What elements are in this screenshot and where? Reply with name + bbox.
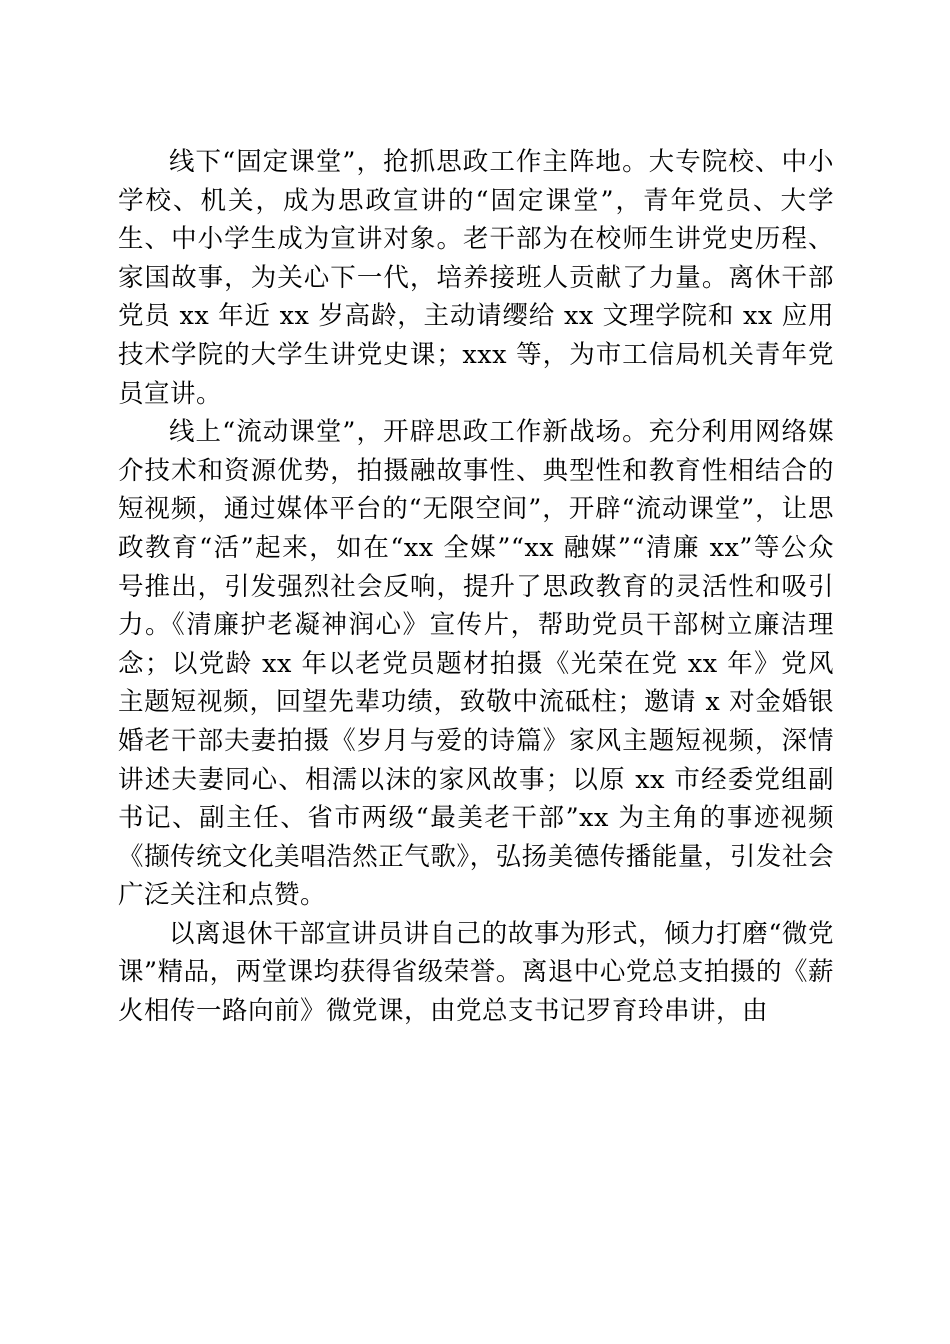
paragraph-offline-classroom: 线下“固定课堂”，抢抓思政工作主阵地。大专院校、中小学校、机关，成为思政宣讲的“固定课堂”，青年党员、大学生、中小学生成为宣讲对象。老干部为在校师生讲党史历程、家国故事，为关心下一代，培养接班人贡献了力量。离休干部党员 xx 年近 xx 岁高龄，主动请缨给 xx 文理学院和 xx 应用技术学院的大学生讲党史课；xxx 等，为市工信局机关青年党员宣讲。 (118, 147, 834, 409)
paragraph-micro-party-lesson: 以离退休干部宣讲员讲自己的故事为形式，倾力打磨“微党课”精品，两堂课均获得省级荣誉。离退中心党总支拍摄的《薪火相传一路向前》微党课，由党总支书记罗育玲串讲，由 (118, 918, 834, 1027)
paragraph-online-classroom: 线上“流动课堂”，开辟思政工作新战场。充分利用网络媒介技术和资源优势，拍摄融故事性、典型性和教育性相结合的短视频，通过媒体平台的“无限空间”，开辟“流动课堂”，让思政教育“活”起来，如在“xx 全媒”“xx 融媒”“清廉 xx”等公众号推出，引发强烈社会反响，提升了思政教育的灵活性和吸引力。《清廉护老凝神润心》宣传片，帮助党员干部树立廉洁理念；以党龄 xx 年以老党员题材拍摄《光荣在党 xx 年》党风主题短视频，回望先辈功绩，致敬中流砥柱；邀请 x 对金婚银婚老干部夫妻拍摄《岁月与爱的诗篇》家风主题短视频，深情讲述夫妻同心、相濡以沫的家风故事；以原 xx 市经委党组副书记、副主任、省市两级“最美老干部”xx 为主角的事迹视频《撷传统文化美唱浩然正气歌》，弘扬美德传播能量，引发社会广泛关注和点赞。 (118, 417, 834, 911)
document-body (118, 143, 834, 1031)
